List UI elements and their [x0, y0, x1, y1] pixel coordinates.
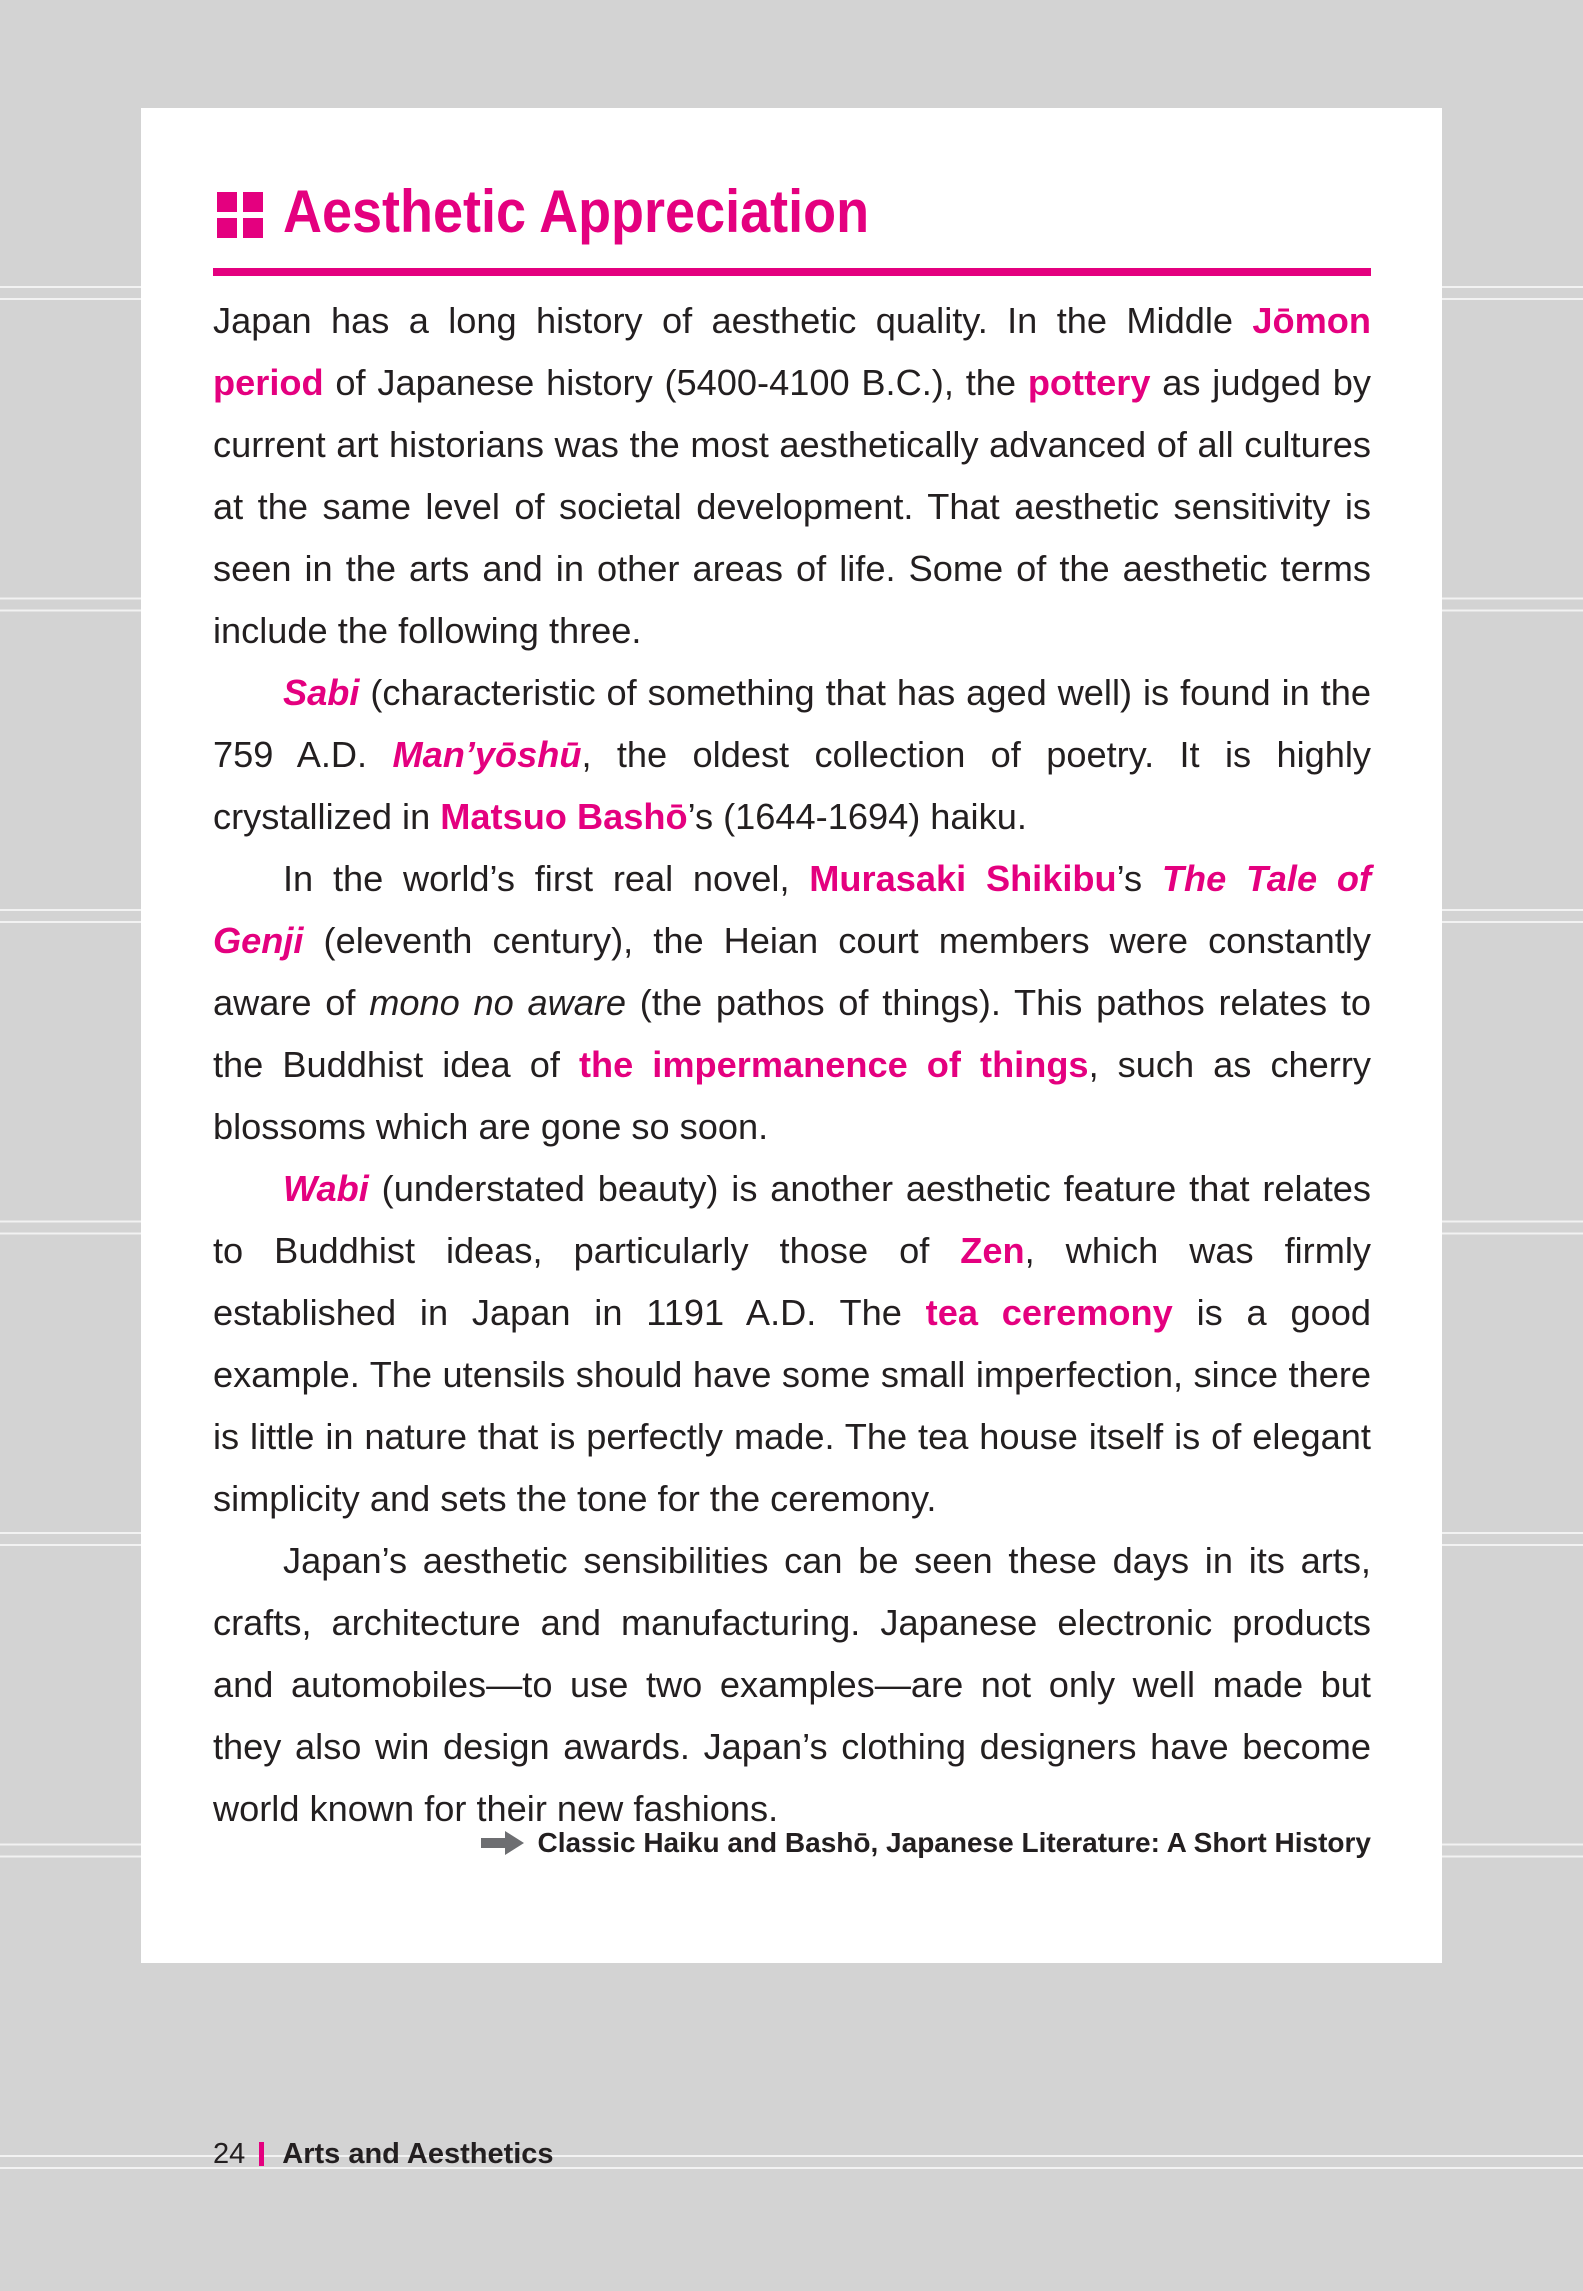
highlighted-term: Sabi — [283, 672, 360, 713]
grid-squares-icon — [217, 192, 263, 238]
text-run: (understated beauty) is another aesthetic feature that relates to Buddhist ideas, particularly those of — [213, 1168, 1371, 1271]
text-run: (the pathos of things). This pathos relates to the Buddhist idea of — [213, 982, 1371, 1085]
highlighted-term: Zen — [960, 1230, 1025, 1271]
see-also-text[interactable]: Classic Haiku and Bashō, Japanese Literature: A Short History — [537, 1827, 1371, 1858]
highlighted-term: Man’yōshū — [392, 734, 582, 775]
section-heading — [213, 144, 1371, 276]
text-run: (eleventh century), the Heian court members were constantly aware of — [213, 920, 1371, 1023]
body-text — [213, 290, 1371, 1840]
see-also-reference — [213, 1823, 1371, 1863]
highlighted-term: The Tale of Genji — [213, 858, 1372, 961]
highlighted-term: Matsuo Bashō — [440, 796, 688, 837]
paragraph-mono-no-aware — [213, 848, 1371, 1158]
paragraph-intro — [213, 290, 1371, 662]
highlighted-term: Wabi — [283, 1168, 369, 1209]
footer-divider — [259, 2142, 264, 2166]
text-run: is a good example. The utensils should have some small imperfection, since there is little in nature that is perfectly made. The tea house itself is of elegant simplicity and sets the tone for the ceremony. — [213, 1292, 1372, 1519]
highlighted-term: Jōmon period — [213, 300, 1371, 403]
paragraph-modern — [213, 1530, 1371, 1840]
text-run: ’s (1644-1694) haiku. — [687, 796, 1027, 837]
text-run: , such as cherry blossoms which are gone so soon. — [213, 1044, 1371, 1147]
text-run: Japan’s aesthetic sensibilities can be seen these days in its arts, crafts, architecture and manufacturing. Japanese electronic products and automobiles—to use two examples—are not only well made but they also win design awards. Japan’s clothing designers have become world known for their new fashions. — [213, 1540, 1371, 1829]
text-run: of Japanese history (5400-4100 B.C.), the — [323, 362, 1028, 403]
content-panel — [141, 108, 1442, 1963]
highlighted-term: Murasaki Shikibu — [809, 858, 1117, 899]
text-run: Japan has a long history of aesthetic quality. In the Middle — [213, 300, 1253, 341]
text-run: In the world’s first real novel, — [283, 858, 810, 899]
text-run: , the oldest collection of poetry. It is highly crystallized in — [213, 734, 1371, 837]
text-run: , which was firmly established in Japan in 1191 A.D. The — [213, 1230, 1371, 1333]
highlighted-term: tea ceremony — [925, 1292, 1173, 1333]
text-run: (characteristic of something that has aged well) is found in the 759 A.D. — [213, 672, 1371, 775]
highlighted-term: pottery — [1027, 362, 1151, 403]
text-run: as judged by current art historians was the most aesthetically advanced of all cultures at the same level of societal development. That aesthetic sensitivity is seen in the arts and in other areas of life. Some of the aesthetic terms include the following three. — [213, 362, 1371, 651]
page-footer — [213, 2133, 554, 2173]
arrow-right-icon — [479, 1830, 525, 1856]
page-number: 24 — [213, 2138, 246, 2171]
paragraph-sabi — [213, 662, 1371, 848]
page-title: Aesthetic Appreciation — [283, 178, 870, 245]
highlighted-term: mono no aware — [369, 982, 627, 1023]
highlighted-term: the impermanence of things — [578, 1044, 1089, 1085]
paragraph-wabi — [213, 1158, 1371, 1530]
chapter-title: Arts and Aesthetics — [282, 2138, 554, 2171]
text-run: ’s — [1116, 858, 1162, 899]
